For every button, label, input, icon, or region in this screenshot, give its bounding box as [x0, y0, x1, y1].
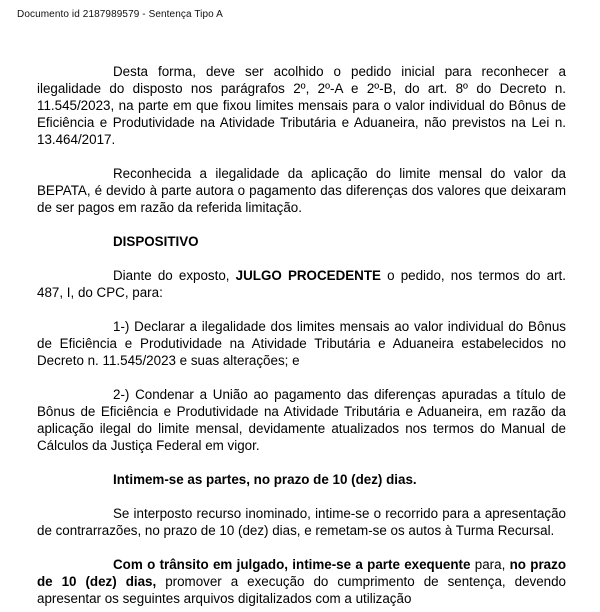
text-run: promover a execução do cumprimento de sentença, devendo apresentar os seguintes arquivos digitalizados com a utilização: [37, 574, 566, 606]
paragraph-transito-em-julgado: [37, 556, 566, 607]
bold-text-run: no prazo de 10 (dez) dias,: [37, 557, 566, 589]
text-run: 2-) Condenar a União ao pagamento das diferenças apuradas a título de Bônus de Eficiência e Produtividade na Atividade Tributária e Aduaneira, em razão da aplicação ilegal do limite mensal, devidamente atualizados nos termos do Manual de Cálculos da Justiça Federal em vigor.: [37, 387, 566, 453]
paragraph-pedido-inicial: [37, 63, 566, 148]
bold-text-run: Com o trânsito em julgado, intime-se a parte exequente: [113, 557, 471, 572]
heading-dispositivo: [37, 233, 566, 250]
heading-text-run: DISPOSITIVO: [113, 234, 199, 249]
bold-text-run: Intimem-se as partes, no prazo de 10 (dez) dias.: [113, 472, 417, 487]
text-run: para,: [470, 557, 510, 572]
list-item-1: [37, 318, 566, 369]
paragraph-bepata: [37, 165, 566, 216]
paragraph-intimem-se: [37, 471, 566, 488]
text-run: o pedido, nos termos do art. 487, I, do CPC, para:: [37, 268, 566, 300]
text-run: Desta forma, deve ser acolhido o pedido inicial para reconhecer a ilegalidade do disposto nos parágrafos 2º, 2º-A e 2º-B, do art. 8º do Decreto n. 11.545/2023, na parte em que fixou limites mensais para o valor individual do Bônus de Eficiência e Produtividade na Atividade Tributária e Aduaneira, não previstos na Lei n. 13.464/2017.: [37, 64, 566, 147]
document-id-header: Documento id 2187989579 - Sentença Tipo A: [17, 9, 223, 20]
text-run: Reconhecida a ilegalidade da aplicação do limite mensal do valor da BEPATA, é devido à parte autora o pagamento das diferenças dos valores que deixaram de ser pagos em razão da referida limitação.: [37, 166, 566, 215]
text-run: Se interposto recurso inominado, intime-se o recorrido para a apresentação de contrarrazões, no prazo de 10 (dez) dias, e remetam-se os autos à Turma Recursal.: [37, 506, 566, 538]
document-body: [37, 63, 566, 612]
bold-text-run: JULGO PROCEDENTE: [235, 268, 381, 283]
list-item-2: [37, 386, 566, 454]
paragraph-recurso-inominado: [37, 505, 566, 539]
paragraph-julgo-procedente: [37, 267, 566, 301]
text-run: Diante do exposto,: [113, 268, 236, 283]
text-run: 1-) Declarar a ilegalidade dos limites mensais ao valor individual do Bônus de Eficiência e Produtividade na Atividade Tributária e Aduaneira estabelecidos no Decreto n. 11.545/2023 e suas alterações; e: [37, 319, 566, 368]
